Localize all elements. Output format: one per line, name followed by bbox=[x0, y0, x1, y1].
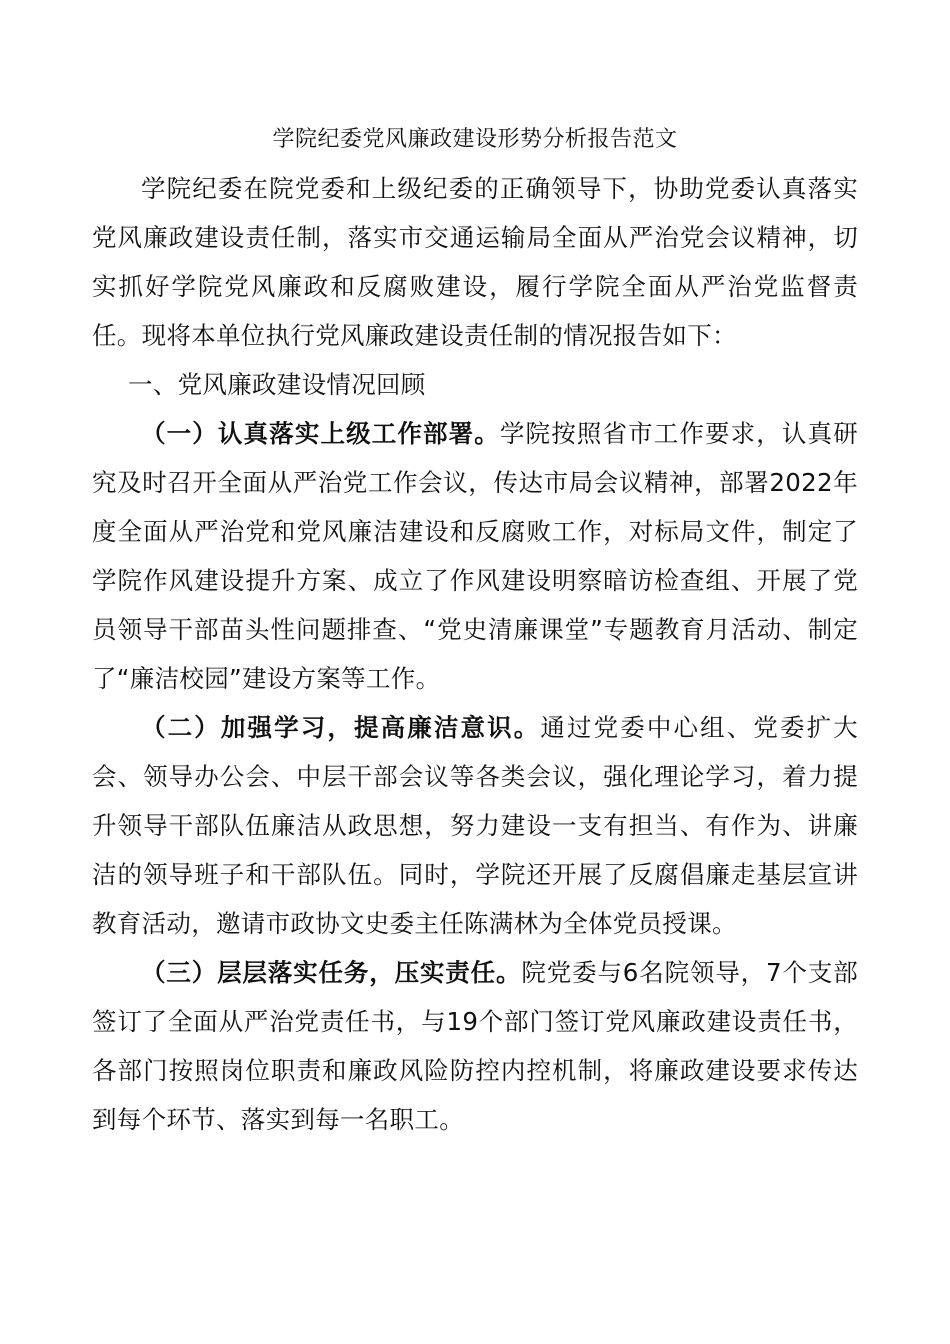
item-lead-1: （一）认真落实上级工作部署。 bbox=[141, 419, 500, 448]
document-title: 学院纪委党风廉政建设形势分析报告范文 bbox=[272, 127, 678, 152]
item-body-2: 通过党委中心组、党委扩大会、领导办公会、中层干部会议等各类会议，强化理论学习，着力提升领导干部队伍廉洁从政思想，努力建设一支有担当、有作为、讲廉洁的领导班子和干部队伍。同时，学院还开展了反腐倡廉走基层宣讲教育活动，邀请市政协文史委主任陈满林为全体党员授课。 bbox=[92, 713, 858, 938]
item-lead-3: （三）层层落实任务，压实责任。 bbox=[141, 958, 522, 987]
item-body-1: 学院按照省市工作要求，认真研究及时召开全面从严治党工作会议，传达市局会议精神，部署2022年度全面从严治党和党风廉洁建设和反腐败工作，对标局文件，制定了学院作风建设提升方案、成立了作风建设明察暗访检查组、开展了党员领导干部苗头性问题排查、“党史清廉课堂”专题教育月活动、制定了“廉洁校园”建设方案等工作。 bbox=[92, 419, 858, 693]
item-body-3: 院党委与6名院领导，7个支部签订了全面从严治党责任书，与19个部门签订党风廉政建设责任书，各部门按照岗位职责和廉政风险防控内控机制，将廉政建设要求传达到每个环节、落实到每一名职工。 bbox=[92, 958, 859, 1134]
section-heading: 一、党风廉政建设情况回顾 bbox=[128, 370, 426, 399]
item-paragraph-1 bbox=[92, 409, 858, 703]
item-paragraph-3 bbox=[92, 948, 858, 1144]
item-lead-2: （二）加强学习，提高廉洁意识。 bbox=[141, 713, 541, 742]
intro-paragraph: 学院纪委在院党委和上级纪委的正确领导下，协助党委认真落实党风廉政建设责任制，落实市交通运输局全面从严治党会议精神，切实抓好学院党风廉政和反腐败建设，履行学院全面从严治党监督责任。现将本单位执行党风廉政建设责任制的情况报告如下： bbox=[92, 174, 858, 350]
item-paragraph-2 bbox=[92, 703, 858, 948]
